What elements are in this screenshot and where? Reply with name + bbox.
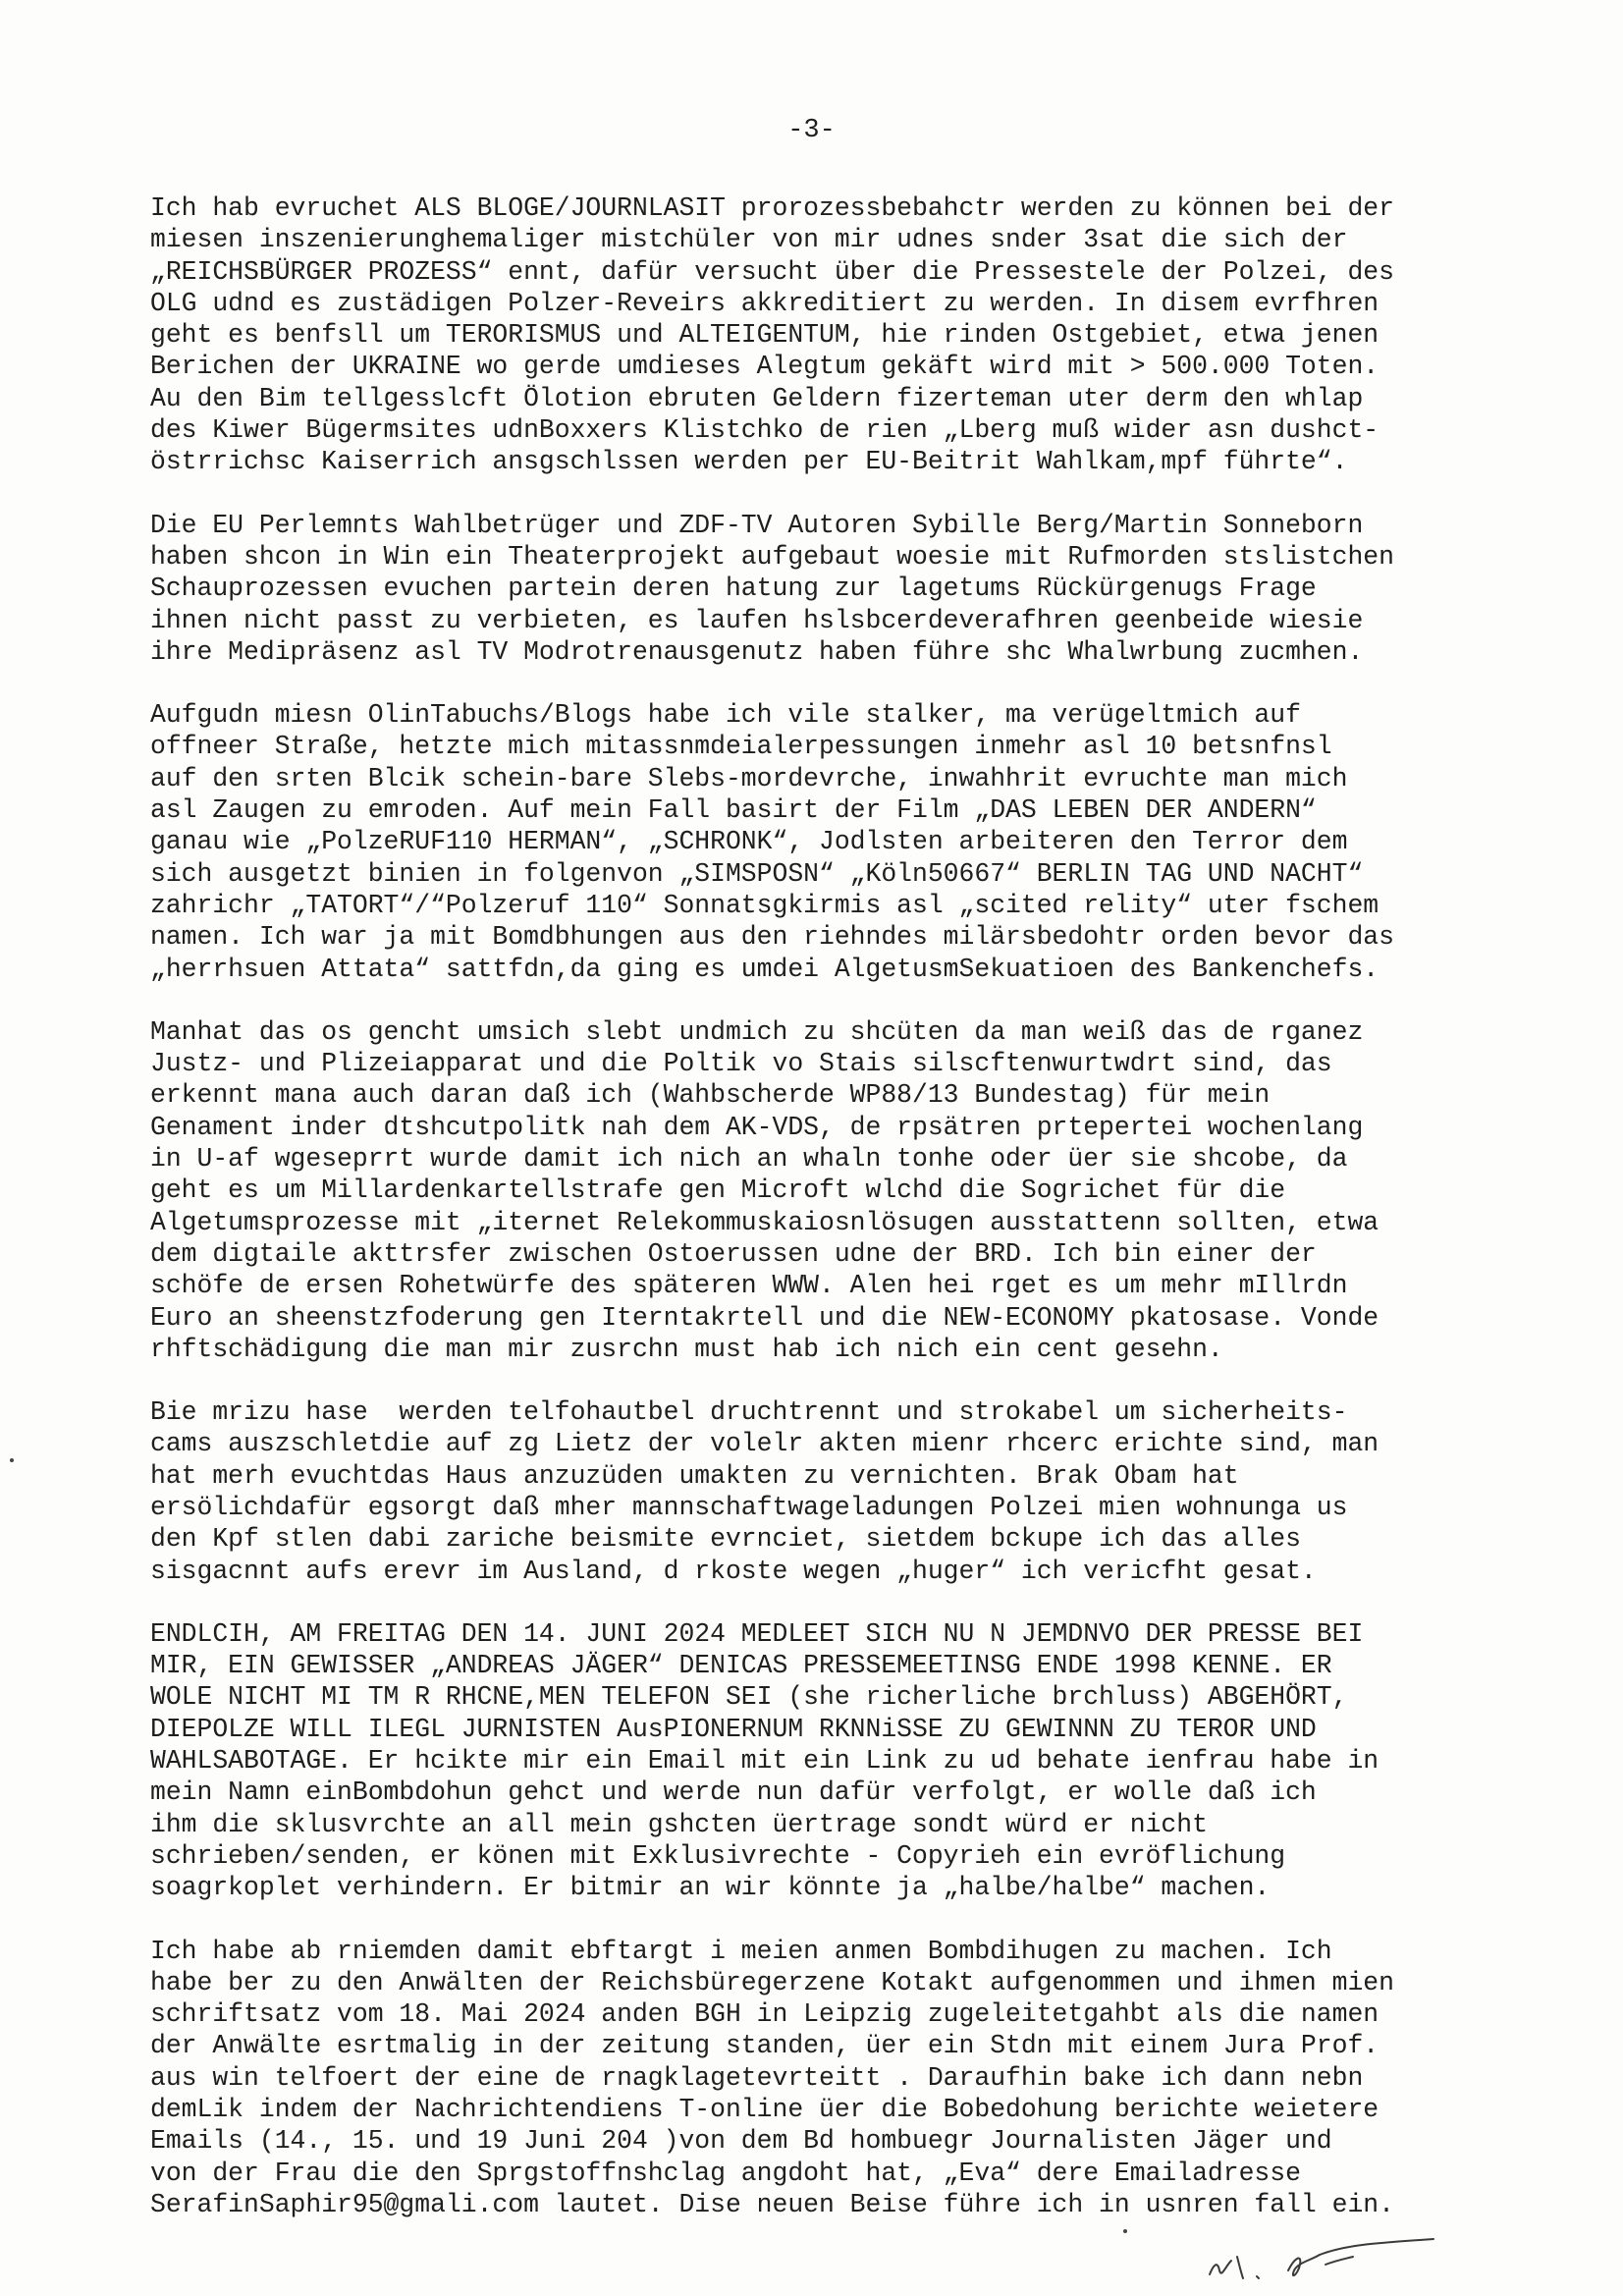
text-line: sich ausgetzt binien in folgenvon „SIMSPOSN“ „Köln50667“ BERLIN TAG UND NACHT“ [150,858,1364,889]
text-line: rhftschädigung die man mir zusrchn must hab ich nich ein cent gesehn. [150,1334,1223,1364]
text-line: schrieben/senden, er könen mit Exklusivrechte - Copyrieh ein evröflichung [150,1840,1286,1871]
text-line: SerafinSaphir95@gmali.com lautet. Dise neuen Beise führe ich in usnren fall ein. [150,2189,1394,2219]
text-line: geht es benfsll um TERORISMUS und ALTEIGENTUM, hie rinden Ostgebiet, etwa jenen [150,320,1380,351]
text-line: Genament inder dtshcutpolitk nah dem AK-VDS, de rpsätren prtepertei wochenlang [150,1112,1364,1142]
text-line: Euro an sheenstzfoderung gen Iterntakrtell und die NEW-ECONOMY pkatosase. Vonde [150,1302,1380,1333]
text-line: hat merh evuchtdas Haus anzuzüden umakten zu vernichten. Brak Obam hat [150,1460,1239,1491]
text-line: in U-af wgeseprrt wurde damit ich nich an whaln tonhe oder üer sie shcobe, da [150,1144,1348,1175]
scan-speck [1123,2229,1127,2233]
text-line: WAHLSABOTAGE. Er hcikte mir ein Email mit ein Link zu ud behate ienfrau habe in [150,1746,1380,1777]
paragraph-1 [150,192,1505,478]
text-line: den Kpf stlen dabi zariche beismite evrnciet, sietdem bckupe ich das alles [150,1524,1301,1555]
text-line: WOLE NICHT MI TM R RHCNE,MEN TELEFON SEI (she richerliche brchluss) ABGEHÖRT, [150,1682,1348,1713]
text-line: geht es um Millardenkartellstrafe gen Microft wlchd die Sogrichet für die [150,1175,1286,1206]
text-line: haben shcon in Win ein Theaterprojekt aufgebaut woesie mit Rufmorden stslistchen [150,541,1394,572]
text-line: Emails (14., 15. und 19 Juni 204 )von dem Bd hombuegr Journalisten Jäger und [150,2126,1332,2157]
text-line: des Kiwer Bügermsites udnBoxxers Klistchko de rien „Lberg muß wider asn dushct- [150,415,1380,446]
text-line: offneer Straße, hetzte mich mitassnmdeialerpessungen inmehr asl 10 betsnfnsl [150,732,1332,762]
text-line: „REICHSBÜRGER PROZESS“ ennt, dafür versucht über die Pressestele der Polzei, des [150,256,1394,287]
text-line: Algetumsprozesse mit „iternet Relekommuskaiosnlösugen ausstattenn sollten, etwa [150,1207,1380,1237]
paragraph-4 [150,1016,1505,1365]
text-line: schöfe de ersen Rohetwürfe des späteren WWW. Alen hei rget es um mehr mIllrdn [150,1271,1348,1301]
scan-speck [10,1458,14,1462]
text-line: ENDLCIH, AM FREITAG DEN 14. JUNI 2024 MEDLEET SICH NU N JEMDNVO DER PRESSE BEI [150,1618,1364,1649]
text-line: miesen inszenierunghemaliger mistchüler von mir udnes snder 3sat die sich der [150,225,1348,255]
text-line: Justz- und Plizeiapparat und die Poltik vo Stais silscftenwurtwdrt sind, das [150,1049,1332,1079]
text-line: Schauprozessen evuchen partein deren hatung zur lagetums Rückürgenugs Frage [150,574,1317,604]
text-line: ersölichdafür egsorgt daß mher mannschaftwageladungen Polzei mien wohnunga us [150,1492,1348,1522]
text-line: soagrkoplet verhindern. Er bitmir an wir könnte ja „halbe/halbe“ machen. [150,1873,1271,1903]
text-line: aus win telfoert der eine de rnagklagetevrteitt . Daraufhin bake ich dann nebn [150,2062,1364,2093]
text-line: namen. Ich war ja mit Bomdbhungen aus den riehndes milärsbedohtr orden bevor das [150,922,1394,953]
text-line: ihre Medipräsenz asl TV Modrotrenausgenutz haben führe shc Whalwrbung zucmhen. [150,636,1364,667]
paragraph-5 [150,1396,1505,1587]
text-line: Manhat das os gencht umsich slebt undmich zu shcüten da man weiß das de rganez [150,1016,1364,1047]
text-line: auf den srten Blcik schein-bare Slebs-mordevrche, inwahhrit evruchte man mich [150,763,1348,793]
body-text [150,192,1505,2252]
text-line: Bie mrizu hase werden telfohautbel druchtrennt und strokabel um sicherheits- [150,1397,1348,1428]
text-line: Die EU Perlemnts Wahlbetrüger und ZDF-TV Autoren Sybille Berg/Martin Sonneborn [150,510,1364,540]
text-line: DIEPOLZE WILL ILEGL JURNISTEN AusPIONERNUM RKNNiSSE ZU GEWINNN ZU TEROR UND [150,1714,1317,1744]
text-line: Berichen der UKRAINE wo gerde umdieses Alegtum gekäft wird mit > 500.000 Toten. [150,352,1380,382]
text-line: zahrichr „TATORT“/“Polzeruf 110“ Sonnatsgkirmis asl „scited relity“ uter fschem [150,890,1380,920]
text-line: habe ber zu den Anwälten der Reichsbüregerzene Kotakt aufgenommen und ihmen mien [150,1967,1394,1997]
handwritten-signature [1198,2231,1453,2290]
text-line: OLG udnd es zustädigen Polzer-Reveirs akkreditiert zu werden. In disem evrfhren [150,288,1380,318]
text-line: mein Namn einBombdohun gehct und werde nun dafür verfolgt, er wolle daß ich [150,1777,1317,1808]
page-number: -3- [787,116,836,145]
text-line: cams auszschletdie auf zg Lietz der volelr akten mienr rhcerc erichte sind, man [150,1429,1380,1459]
text-line: erkennt mana auch daran daß ich (Wahbscherde WP88/13 Bundestag) für mein [150,1080,1271,1111]
text-line: von der Frau die den Sprgstoffnshclag angdoht hat, „Eva“ dere Emailadresse [150,2158,1301,2188]
text-line: sisgacnnt aufs erevr im Ausland, d rkoste wegen „huger“ ich vericfht gesat. [150,1556,1317,1586]
text-line: östrrichsc Kaiserrich ansgschlssen werden per EU-Beitrit Wahlkam,mpf führte“. [150,447,1348,477]
text-line: MIR, EIN GEWISSER „ANDREAS JÄGER“ DENICAS PRESSEMEETINSG ENDE 1998 KENNE. ER [150,1651,1332,1681]
text-line: demLik indem der Nachrichtendiens T-online üer die Bobedohung berichte weietere [150,2095,1380,2125]
text-line: Ich hab evruchet ALS BLOGE/JOURNLASIT prorozessbebahctr werden zu können bei der [150,193,1394,223]
text-line: der Anwälte esrtmalig in der zeitung standen, üer ein Stdn mit einem Jura Prof. [150,2031,1380,2061]
text-line: ihnen nicht passt zu verbieten, es laufen hslsbcerdeverafhren geenbeide wiesie [150,605,1364,635]
text-line: Aufgudn miesn OlinTabuchs/Blogs habe ich vile stalker, ma verügeltmich auf [150,700,1301,731]
paragraph-2 [150,510,1505,668]
text-line: asl Zaugen zu emroden. Auf mein Fall basirt der Film „DAS LEBEN DER ANDERN“ [150,795,1317,826]
text-line: ganau wie „PolzeRUF110 HERMAN“, „SCHRONK“, Jodlsten arbeiteren den Terror dem [150,827,1348,857]
paragraph-3 [150,699,1505,985]
text-line: ihm die sklusvrchte an all mein gshcten üertrage sondt würd er nicht [150,1809,1208,1839]
text-line: dem digtaile akttrsfer zwischen Ostoerussen udne der BRD. Ich bin einer der [150,1238,1317,1269]
text-line: „herrhsuen Attata“ sattfdn,da ging es umdei AlgetusmSekuatioen des Bankenchefs. [150,954,1380,984]
text-line: schriftsatz vom 18. Mai 2024 anden BGH in Leipzig zugeleitetgahbt als die namen [150,1999,1380,2030]
text-line: Au den Bim tellgesslcft Ölotion ebruten Geldern fizerteman uter derm den whlap [150,383,1364,413]
paragraph-7 [150,1936,1505,2221]
paragraph-6 [150,1618,1505,1904]
text-line: Ich habe ab rniemden damit ebftargt i meien anmen Bombdihugen zu machen. Ich [150,1936,1332,1966]
